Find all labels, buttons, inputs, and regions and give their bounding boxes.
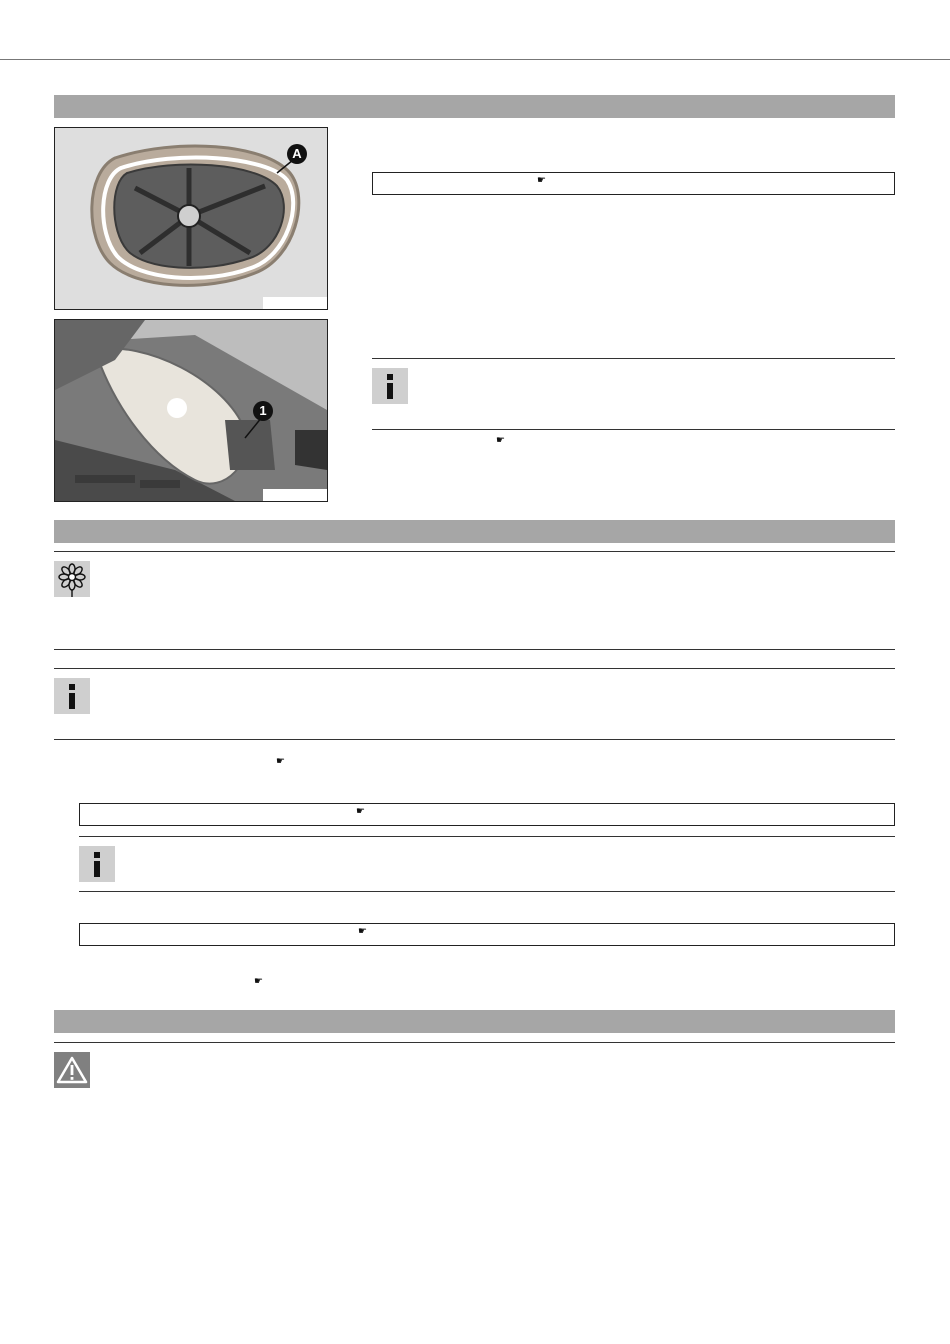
airbox-photo: [54, 319, 328, 502]
flower-icon: [54, 561, 90, 597]
reference-box: [372, 172, 895, 195]
air-filter-photo: [54, 127, 328, 310]
figure-tag: [263, 297, 327, 309]
note-rule-top: [372, 358, 895, 359]
airbox-illustration: [55, 320, 327, 501]
reference-pointer-icon: ☛: [356, 806, 365, 817]
info-icon: [79, 846, 115, 882]
reference-box: [79, 923, 895, 946]
indent-note-rule-top: [79, 836, 895, 837]
indent-note-rule-bottom: [79, 891, 895, 892]
reference-pointer-icon: ☛: [537, 175, 546, 186]
info-rule-bottom: [54, 739, 895, 740]
reference-pointer-icon: ☛: [496, 435, 505, 446]
section-bar-2: [54, 520, 895, 543]
env-rule-top: [54, 551, 895, 552]
info-rule-top: [54, 668, 895, 669]
figure-label-1: 1: [253, 401, 273, 421]
figure-tag: [263, 489, 327, 501]
section-bar-3: [54, 1010, 895, 1033]
header-rule: [0, 59, 950, 60]
section-bar-1: [54, 95, 895, 118]
reference-pointer-icon: ☛: [276, 756, 285, 767]
info-icon: [54, 678, 90, 714]
warning-icon: [54, 1052, 90, 1088]
info-icon: [372, 368, 408, 404]
reference-box: [79, 803, 895, 826]
figure-label-a: A: [287, 144, 307, 164]
warning-rule-top: [54, 1042, 895, 1043]
reference-pointer-icon: ☛: [254, 976, 263, 987]
reference-pointer-icon: ☛: [358, 926, 367, 937]
env-rule-bottom: [54, 649, 895, 650]
note-rule-bottom: [372, 429, 895, 430]
